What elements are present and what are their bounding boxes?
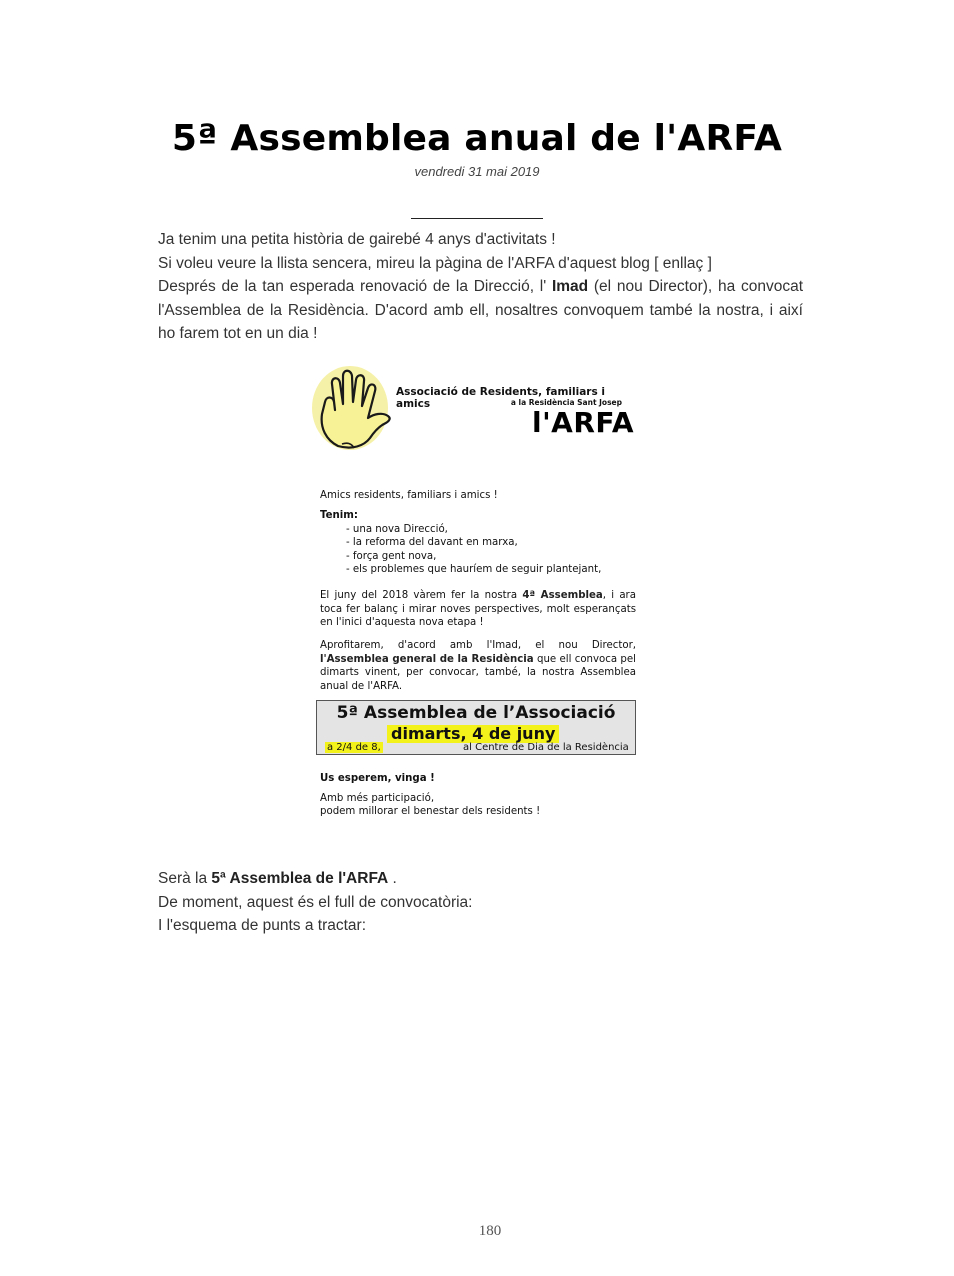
intro-text-span: Després de la tan esperada renovació de la Direcció, l' (158, 278, 552, 295)
intro-line: Ja tenim una petita història de gairebé 4 anys d'activitats ! (158, 231, 556, 248)
list-heading: Tenim: (320, 510, 358, 521)
intro-text-span: (el nou Director), ha convocat l'Assemblea de la Residència. D'acord amb ell, nosaltres convoquem també la nostra, i així ho farem tot en un dia ! (158, 278, 803, 342)
outro-line: De moment, aquest és el full de convocatòria: (158, 893, 473, 911)
flyer-bold: 4ª Assemblea (522, 590, 603, 601)
post-date: vendredi 31 mai 2019 (414, 164, 540, 179)
flyer-image (308, 362, 644, 824)
flyer-paragraph (320, 639, 636, 693)
closing-line: Amb més participació, (320, 792, 435, 804)
residence-name: a la Residència Sant Josep (510, 398, 622, 407)
page-number: 180 (478, 1223, 502, 1239)
page-title: 5ª Assemblea anual de l'ARFA (171, 118, 783, 159)
event-box (316, 700, 636, 755)
flyer-closing (320, 772, 636, 819)
flyer-text: que ell convoca pel dimarts vinent, per convocar, també, la nostra Assemblea anual de l'ARFA. (320, 653, 636, 692)
event-title: 5ª Assemblea de l’Associació (336, 703, 616, 723)
outro-line (158, 867, 803, 891)
outro-span: . (388, 870, 397, 887)
event-time: a 2/4 de 8, (327, 742, 381, 753)
flyer-list (320, 509, 636, 577)
outro-span: Serà la (158, 870, 212, 887)
intro-line: Si voleu veure la llista sencera, mireu la pàgina de l'ARFA d'aquest blog [ enllaç ] (158, 254, 712, 272)
flyer-text: , i ara toca fer balanç i mirar noves perspectives, molt esperançats en l'inici d'aquesta nova etapa ! (320, 590, 636, 628)
flyer-paragraph (320, 589, 636, 630)
intro-paragraph (158, 275, 803, 346)
flyer-text: Aprofitarem, d'acord amb l'Imad, el nou Director, (320, 640, 636, 651)
list-item: - força gent nova, (346, 550, 437, 562)
flyer-greeting (320, 489, 636, 503)
brand-name: l'ARFA (532, 406, 634, 439)
greeting-text: Amics residents, familiars i amics ! (320, 490, 498, 501)
flyer-bold: l'Assemblea general de la Residència (320, 653, 534, 665)
outro-line: I l'esquema de punts a tractar: (158, 917, 367, 934)
intro-text (158, 228, 803, 346)
assembly-name: 5ª Assemblea de l'ARFA (211, 870, 389, 887)
outro-text (158, 867, 803, 938)
divider (411, 218, 543, 219)
list-item: - els problemes que hauríem de seguir plantejant, (346, 564, 602, 575)
closing-heading: Us esperem, vinga ! (320, 773, 435, 784)
flyer-text: El juny del 2018 vàrem fer la nostra (320, 590, 523, 601)
closing-line: podem millorar el benestar dels residents ! (320, 806, 541, 817)
list-item: - una nova Direcció, (346, 523, 448, 535)
director-name: Imad (551, 278, 589, 295)
event-date: dimarts, 4 de juny (387, 725, 559, 743)
event-place: al Centre de Dia de la Residència (463, 742, 629, 753)
association-name: Associació de Residents, familiars i amics (396, 386, 605, 410)
list-item: - la reforma del davant en marxa, (346, 537, 518, 548)
